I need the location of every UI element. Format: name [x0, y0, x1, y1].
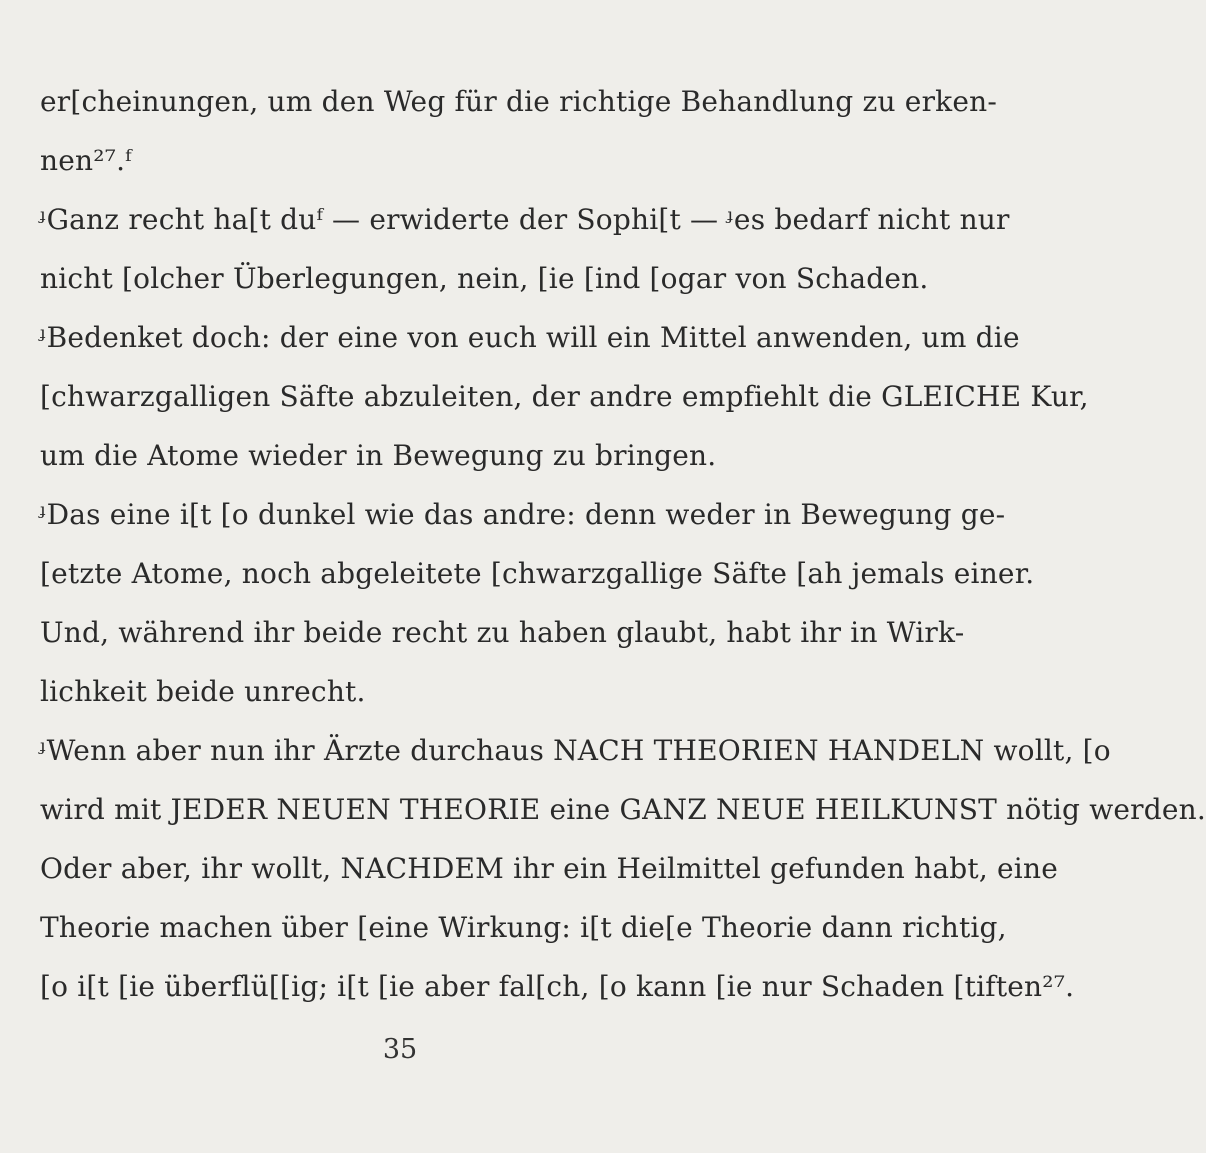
text-line: lichkeit beide unrecht.	[40, 675, 366, 708]
page-number: 35	[382, 1034, 418, 1065]
text-line: ᶡWenn aber nun ihr Ärzte durchaus NACH THEORIEN HANDELN wollt, [o	[40, 734, 1111, 767]
text-line: Oder aber, ihr wollt, NACHDEM ihr ein Heilmittel gefunden habt, eine	[40, 852, 1058, 885]
text-line: Und, während ihr beide recht zu haben glaubt, habt ihr in Wirk-	[40, 616, 965, 649]
text-line: ᶡBedenket doch: der eine von euch will ein Mittel anwenden, um die	[40, 321, 1020, 354]
text-line: ᶡGanz recht ha[t duᶠ — erwiderte der Sophi[t — ᶡes bedarf nicht nur	[40, 203, 1010, 236]
text-line: er[cheinungen, um den Weg für die richtige Behandlung zu erken-	[40, 85, 997, 118]
text-line: nicht [olcher Überlegungen, nein, [ie [ind [ogar von Schaden.	[40, 262, 929, 295]
text-line: nen²⁷.ᶠ	[40, 144, 132, 177]
text-line: [etzte Atome, noch abgeleitete [chwarzgallige Säfte [ah jemals einer.	[40, 557, 1035, 590]
text-line: [o i[t [ie überflü[[ig; i[t [ie aber fal[ch, [o kann [ie nur Schaden [tiften²⁷.	[40, 970, 1075, 1003]
text-line: wird mit JEDER NEUEN THEORIE eine GANZ NEUE HEILKUNST nötig werden.	[40, 793, 1206, 826]
text-line: Theorie machen über [eine Wirkung: i[t die[e Theorie dann richtig,	[40, 911, 1007, 944]
body-text	[40, 72, 1206, 1016]
text-line: um die Atome wieder in Bewegung zu bringen.	[40, 439, 717, 472]
text-line: ᶡDas eine i[t [o dunkel wie das andre: denn weder in Bewegung ge-	[40, 498, 1006, 531]
text-line: [chwarzgalligen Säfte abzuleiten, der andre empfiehlt die GLEICHE Kur,	[40, 380, 1089, 413]
